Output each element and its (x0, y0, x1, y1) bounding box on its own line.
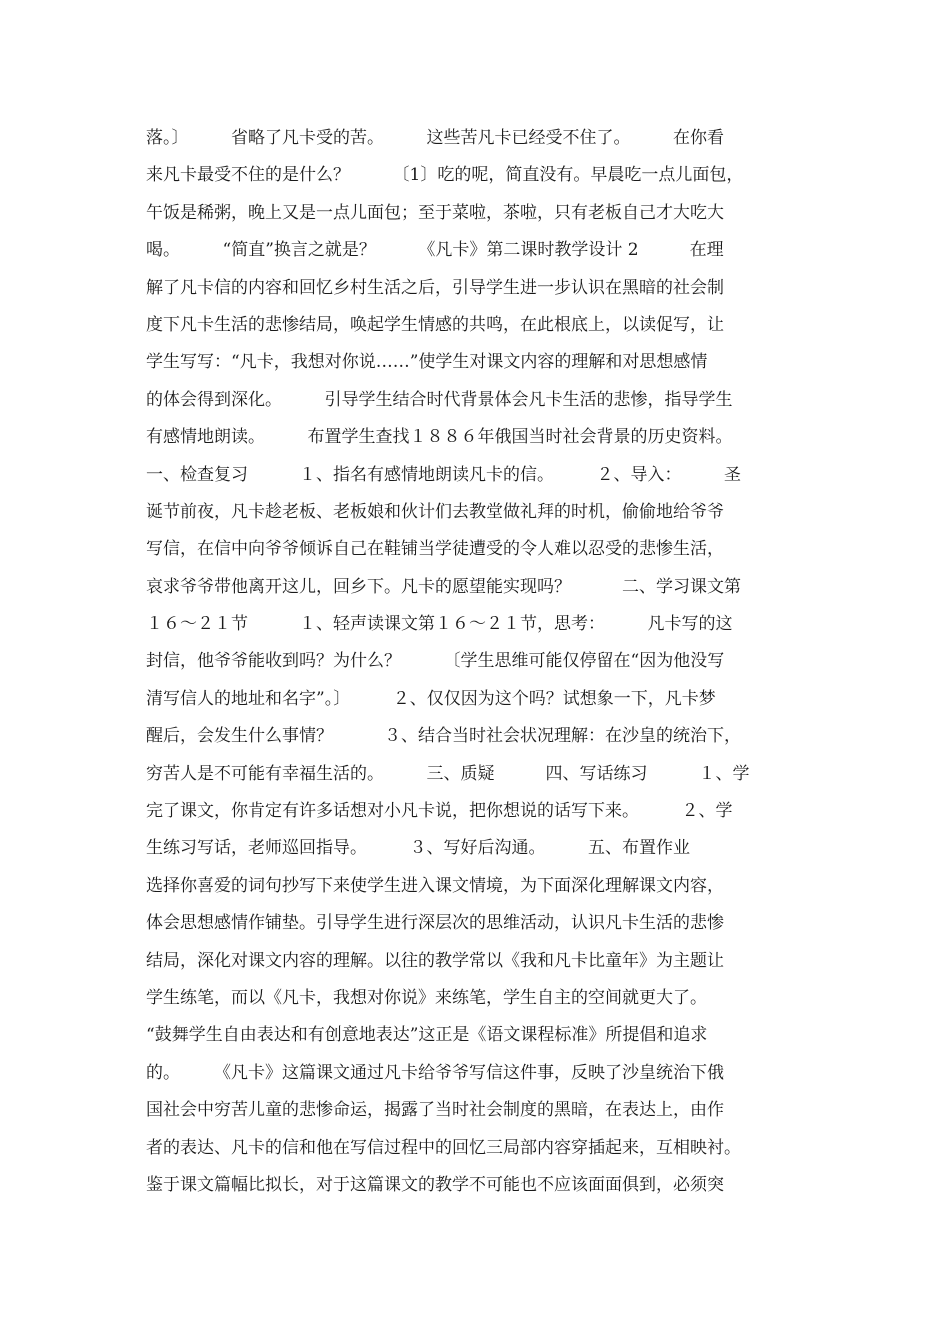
text-line: 体会思想感情作铺垫。引导学生进行深层次的思维活动，认识凡卡生活的悲惨 (146, 913, 724, 934)
text-line: “鼓舞学生自由表达和有创意地表达”这正是《语文课程标准》所提倡和追求 (146, 1025, 708, 1046)
document-body (146, 120, 826, 1204)
text-line: 喝。 “简直”换言之就是？ 《凡卡》第二课时教学设计 2 在理 (146, 240, 724, 261)
text-line: 哀求爷爷带他离开这儿，回乡下。凡卡的愿望能实现吗？ 二、学习课文第 (146, 576, 741, 597)
text-line: 封信，他爷爷能收到吗？为什么？ 〔学生思维可能仅停留在“因为他没写 (146, 651, 725, 672)
text-line: 学生写写：“凡卡，我想对你说……”使学生对课文内容的理解和对思想感情 (146, 352, 708, 373)
text-line: 落。〕 省略了凡卡受的苦。 这些苦凡卡已经受不住了。 在你看 (146, 128, 724, 148)
text-line: 结局，深化对课文内容的理解。以往的教学常以《我和凡卡比童年》为主题让 (146, 950, 724, 971)
text-line: 清写信人的地址和名字”。〕 ２、仅仅因为这个吗？试想象一下，凡卡梦 (146, 688, 716, 709)
text-line: 午饭是稀粥，晚上又是一点儿面包；至于菜啦，茶啦，只有老板自己才大吃大 (146, 202, 724, 223)
text-line: 的。 《凡卡》这篇课文通过凡卡给爷爷写信这件事，反映了沙皇统治下俄 (146, 1062, 724, 1083)
text-line: 醒后，会发生什么事情？ ３、结合当时社会状况理解：在沙皇的统治下， (146, 726, 741, 747)
text-line: 诞节前夜，凡卡趁老板、老板娘和伙计们去教堂做礼拜的时机，偷偷地给爷爷 (146, 501, 724, 522)
text-line: 度下凡卡生活的悲惨结局，唤起学生情感的共鸣，在此根底上，以读促写，让 (146, 314, 724, 335)
text-line: 写信，在信中向爷爷倾诉自己在鞋铺当学徒遭受的令人难以忍受的悲惨生活， (146, 539, 724, 560)
text-line: 选择你喜爱的词句抄写下来使学生进入课文情境，为下面深化理解课文内容， (146, 875, 724, 896)
text-line: 者的表达、凡卡的信和他在写信过程中的回忆三局部内容穿插起来，互相映衬。 (146, 1137, 741, 1158)
text-line: 完了课文，你肯定有许多话想对小凡卡说，把你想说的话写下来。 ２、学 (146, 801, 733, 822)
text-line: 一、检查复习 １、指名有感情地朗读凡卡的信。 ２、导入： 圣 (146, 464, 741, 485)
text-line: 生练习写话，老师巡回指导。 ３、写好后沟通。 五、布置作业 (146, 838, 690, 859)
text-line: １６～２１节 １、轻声读课文第１６～２１节，思考： 凡卡写的这 (146, 614, 733, 635)
text-line: 的体会得到深化。 引导学生结合时代背景体会凡卡生活的悲惨，指导学生 (146, 389, 733, 410)
text-line: 穷苦人是不可能有幸福生活的。 三、质疑 四、写话练习 １、学 (146, 763, 750, 784)
text-line: 鉴于课文篇幅比拟长，对于这篇课文的教学不可能也不应该面面俱到，必须突 (146, 1174, 724, 1195)
text-line: 来凡卡最受不住的是什么？ 〔1〕吃的呢，简直没有。早晨吃一点儿面包， (146, 165, 744, 186)
text-line: 有感情地朗读。 布置学生查找１８８６年俄国当时社会背景的历史资料。 (146, 427, 733, 448)
text-line: 学生练笔，而以《凡卡，我想对你说》来练笔，学生自主的空间就更大了。 (146, 987, 707, 1008)
text-line: 解了凡卡信的内容和回忆乡村生活之后，引导学生进一步认识在黑暗的社会制 (146, 277, 724, 298)
text-line: 国社会中穷苦儿童的悲惨命运，揭露了当时社会制度的黑暗，在表达上，由作 (146, 1100, 724, 1121)
